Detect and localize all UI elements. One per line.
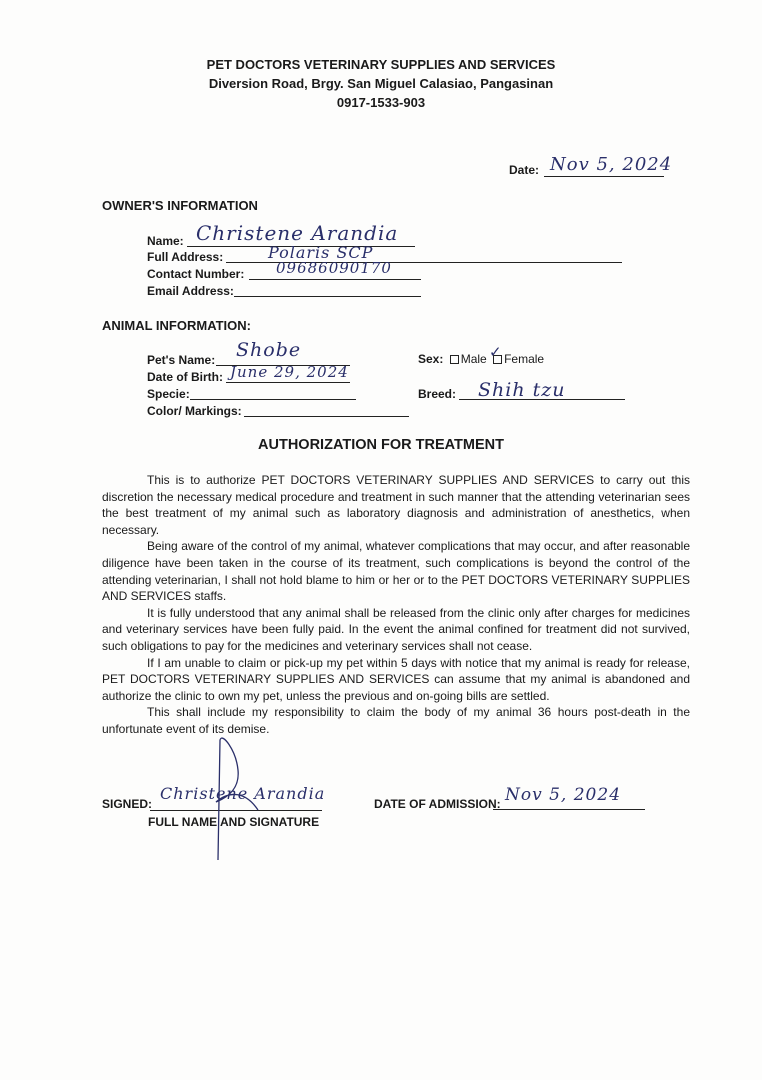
admission-date-value[interactable]: Nov 5, 2024 xyxy=(505,785,622,805)
owner-email-label: Email Address: xyxy=(147,284,234,298)
color-markings-label: Color/ Markings: xyxy=(147,404,242,418)
admission-date-line xyxy=(493,809,645,810)
owner-contact-label: Contact Number: xyxy=(147,267,245,281)
signature-scribble-icon xyxy=(196,730,276,865)
authorization-paragraph: If I am unable to claim or pick-up my pet within 5 days with notice that my animal is ready for release, PET DOCTORS VETERINARY SUPPLIES AND SERVICES can assume that my animal is abandoned and authorize the clinic to own my pet, unless the previous and on-going bills are settled. xyxy=(102,655,690,703)
sex-field xyxy=(418,352,544,366)
authorization-paragraph: Being aware of the control of my animal, whatever complications that may occur, and after reasonable diligence have been taken in the course of its treatment, such complications is beyond the control of the attending veterinarian, I shall not hold blame to him or her or to the PET DOCTORS VETERINARY SUPPLIES AND SERVICES staffs. xyxy=(102,539,690,604)
female-check-mark-icon: ✓ xyxy=(489,343,502,361)
signature-caption: FULL NAME AND SIGNATURE xyxy=(148,815,320,829)
owner-contact-line xyxy=(249,279,421,280)
business-phone: 0917-1533-903 xyxy=(336,95,426,110)
authorization-title: AUTHORIZATION FOR TREATMENT xyxy=(258,437,504,453)
authorization-paragraph: It is fully understood that any animal shall be released from the clinic only after charges for medicines and veterinary services have been fully paid. In the event the animal confined for treatment did not survived, such obligations to pay for the medicines and veterinary services shall not cease. xyxy=(102,605,690,653)
owner-contact-value[interactable]: 09686090170 xyxy=(276,259,392,277)
owner-name-label: Name: xyxy=(147,234,184,248)
breed-value[interactable]: Shih tzu xyxy=(478,379,566,401)
pet-name-value[interactable]: Shobe xyxy=(236,339,302,361)
authorization-paragraph: This is to authorize PET DOCTORS VETERINARY SUPPLIES AND SERVICES to carry out this discretion the necessary medical procedure and treatment in such manner that the attending veterinarian sees the best treatment of my animal such as laboratory diagnosis and administration of anesthetics, when necessary. xyxy=(102,473,690,537)
owner-address-label: Full Address: xyxy=(147,250,224,264)
owner-name-value[interactable]: Christene Arandia xyxy=(196,221,399,245)
sex-male-checkbox[interactable] xyxy=(450,355,459,364)
admission-date-label: DATE OF ADMISSION: xyxy=(374,797,501,811)
date-value[interactable]: Nov 5, 2024 xyxy=(550,154,673,175)
dob-label: Date of Birth: xyxy=(147,370,223,384)
animal-section-title: ANIMAL INFORMATION: xyxy=(102,318,251,333)
owner-section-title: OWNER'S INFORMATION xyxy=(102,198,258,213)
business-address: Diversion Road, Brgy. San Miguel Calasiao, Pangasinan xyxy=(208,76,554,91)
sex-male-label: Male xyxy=(460,352,487,366)
breed-label: Breed: xyxy=(418,387,457,401)
sex-label: Sex: xyxy=(418,352,444,366)
authorization-body xyxy=(102,472,690,738)
authorization-paragraph: This shall include my responsibility to claim the body of my animal 36 hours post-death in the unfortunate event of its demise. xyxy=(102,705,690,736)
dob-line xyxy=(226,382,350,383)
pet-name-label: Pet's Name: xyxy=(147,353,216,367)
specie-line xyxy=(190,399,356,400)
sex-female-label: Female xyxy=(504,352,545,366)
dob-value[interactable]: June 29, 2024 xyxy=(230,363,349,381)
signed-name-value[interactable]: Christene Arandia xyxy=(160,784,326,803)
specie-label: Specie: xyxy=(147,387,190,401)
signed-label: SIGNED: xyxy=(102,797,153,811)
business-name: PET DOCTORS VETERINARY SUPPLIES AND SERVICES xyxy=(206,57,556,72)
color-markings-line xyxy=(244,416,409,417)
date-label: Date: xyxy=(509,163,540,177)
owner-address-value[interactable]: Polaris SCP xyxy=(268,243,374,262)
date-line xyxy=(544,176,664,177)
owner-email-line xyxy=(234,296,421,297)
